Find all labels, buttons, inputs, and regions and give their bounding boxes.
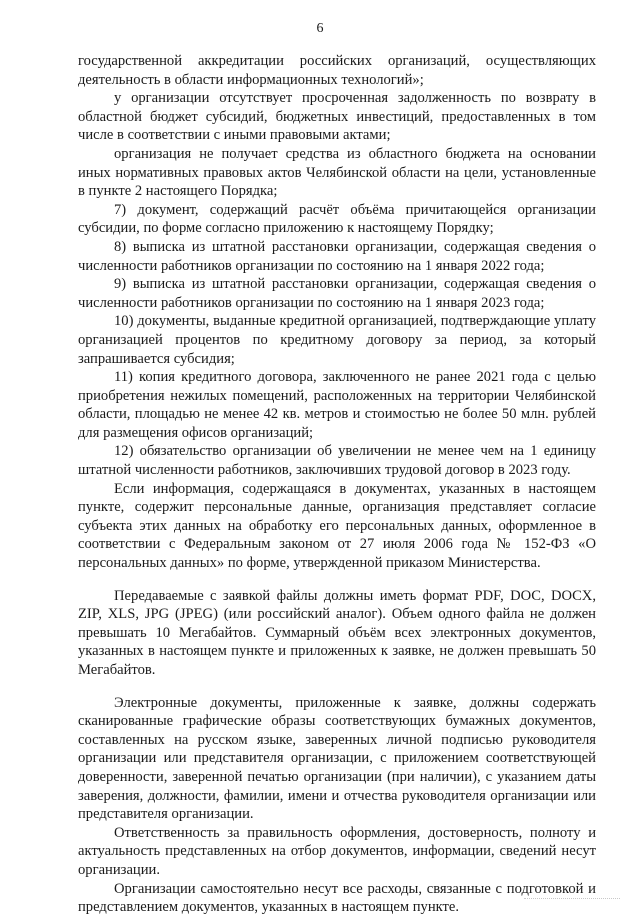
paragraph-item-12: 12) обязательство организации об увеличении не менее чем на 1 единицу штатной численности работников, заключивших трудовой договор в 2023 году. (78, 443, 596, 479)
paragraph-responsibility: Ответственность за правильность оформления, достоверность, полноту и актуальность представленных на отбор документов, информации, сведений несут организации. (78, 824, 596, 878)
paragraph-spacer (78, 573, 596, 587)
paragraph-item-8: 8) выписка из штатной расстановки организации, содержащая сведения о численности работников организации по состоянию на 1 января 2022 года; (78, 238, 596, 274)
paragraph-item-11: 11) копия кредитного договора, заключенного не ранее 2021 года с целью приобретения нежилых помещений, расположенных на территории Челябинской области, площадью не менее 42 кв. метров и стоимостью не более 50 млн. рублей для размещения офисов организаций; (78, 369, 596, 441)
paragraph-electronic-documents: Электронные документы, приложенные к заявке, должны содержать сканированные графические образы соответствующих бумажных документов, составленных на русском языке, заверенных личной подписью руководителя организации или представителя организации, с приложением соответствующей доверенности, заверенной печатью организации (при наличии), с указанием даты заверения, должности, фамилии, имени и отчества руководителя организации или представителя организации. (78, 694, 596, 823)
scan-footer-marks (524, 895, 620, 899)
paragraph-no-overdue-debt: у организации отсутствует просроченная задолженность по возврату в областной бюджет субсидий, бюджетных инвестиций, предоставленных в том числе в соответствии с иными правовыми актами; (78, 90, 596, 144)
paragraph-no-budget-funds: организация не получает средства из областного бюджета на основании иных нормативных правовых актов Челябинской области на цели, установленные в пункте 2 настоящего Порядка; (78, 145, 596, 200)
paragraph-spacer (78, 680, 596, 694)
paragraph-file-formats: Передаваемые с заявкой файлы должны иметь формат PDF, DOC, DOCX, ZIP, XLS, JPG (JPEG) (или российский аналог). Объем одного файла не должен превышать 10 Мегабайтов. Суммарный объём всех электронных документов, указанных в настоящем пункте и приложенных к заявке, не должен превышать 50 Мегабайтов. (78, 587, 596, 678)
document-body (78, 52, 596, 917)
paragraph-item-7: 7) документ, содержащий расчёт объёма причитающейся организации субсидии, по форме согласно приложению к настоящему Порядку; (78, 201, 596, 237)
paragraph-item-10: 10) документы, выданные кредитной организацией, подтверждающие уплату организацией процентов по кредитному договору за период, за который запрашивается субсидия; (78, 313, 596, 367)
paragraph-personal-data: Если информация, содержащаяся в документах, указанных в настоящем пункте, содержит персональные данные, организация представляет согласие субъекта этих данных на обработку его персональных данных, оформленное в соответствии с Федеральным законом от 27 июля 2006 года № 152-ФЗ «О персональных данных» по форме, утвержденной приказом Министерства. (78, 480, 596, 572)
page-number: 6 (316, 21, 324, 36)
paragraph-accreditation-cont: государственной аккредитации российских организаций, осуществляющих деятельность в области информационных технологий»; (78, 53, 596, 88)
paragraph-item-9: 9) выписка из штатной расстановки организации, содержащая сведения о численности работников организации по состоянию на 1 января 2023 года; (78, 276, 596, 311)
paragraph-expenses: Организации самостоятельно несут все расходы, связанные с подготовкой и представлением документов, указанных в настоящем пункте. (78, 880, 596, 916)
